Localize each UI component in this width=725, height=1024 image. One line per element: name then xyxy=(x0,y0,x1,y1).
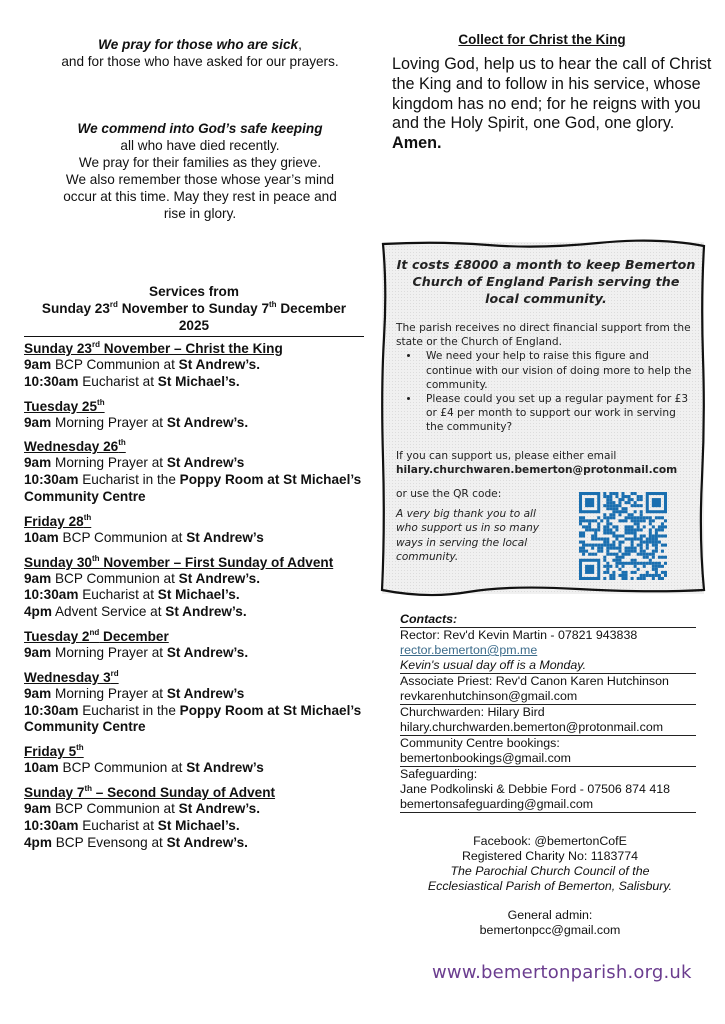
prayer-sick-heading: We pray for those who are sick xyxy=(98,37,299,52)
service-item xyxy=(24,472,364,506)
service-day xyxy=(24,513,364,547)
service-place: St Michael’s. xyxy=(157,817,240,833)
bookings-label: Community Centre bookings: xyxy=(400,736,560,750)
donation-bullet: • We need your help to raise this figure and continue with our vision of doing more to help the community. xyxy=(420,349,696,392)
day-heading-sup: th xyxy=(76,743,84,753)
website-link[interactable]: www.bemertonparish.org.uk xyxy=(432,962,692,983)
contact-rector xyxy=(400,627,696,673)
prayer-sick-comma: , xyxy=(298,37,302,52)
service-day xyxy=(24,628,364,662)
services-title xyxy=(24,283,364,334)
service-item xyxy=(24,415,364,432)
donation-bullets xyxy=(396,349,696,434)
service-desc: BCP Communion at xyxy=(58,529,187,545)
title-part: November to Sunday 7 xyxy=(117,301,269,316)
service-place: St Andrew’s. xyxy=(166,644,249,660)
service-item xyxy=(24,686,364,703)
donation-box xyxy=(382,242,704,594)
associate-name: Associate Priest: Rev'd Canon Karen Hutchinson xyxy=(400,674,669,688)
service-desc: Eucharist at xyxy=(78,587,158,603)
collect-title: Collect for Christ the King xyxy=(458,32,626,47)
service-time: 9am xyxy=(24,357,52,372)
day-heading-text: Tuesday 25 xyxy=(24,398,98,414)
service-desc: BCP Communion at xyxy=(51,570,179,586)
service-time: 9am xyxy=(24,455,52,471)
service-place: St Michael’s. xyxy=(157,373,240,389)
service-item xyxy=(24,760,364,777)
service-day xyxy=(24,438,364,505)
service-time: 9am xyxy=(24,800,52,816)
service-day-heading xyxy=(24,438,364,455)
service-desc: Eucharist in the xyxy=(78,472,180,488)
service-place: Poppy Room at St Michael’s Community Centre xyxy=(24,472,362,504)
service-time: 4pm xyxy=(24,604,52,620)
service-place: Poppy Room at St Michael’s Community Centre xyxy=(24,702,362,735)
associate-email: revkarenhutchinson@gmail.com xyxy=(400,689,578,703)
prayers-section xyxy=(30,36,370,222)
churchwarden-email: hilary.churchwarden.bemerton@protonmail.com xyxy=(400,720,664,734)
day-heading-text: Friday 28 xyxy=(24,513,84,529)
prayer-commend-line: all who have died recently. xyxy=(120,138,280,153)
prayer-commend-line: We pray for their families as they grieve. xyxy=(78,155,322,170)
service-item xyxy=(24,587,364,604)
qr-code-icon[interactable] xyxy=(579,492,667,580)
service-day-heading xyxy=(24,340,364,357)
day-heading-tail: November – First Sunday of Advent xyxy=(99,554,334,570)
rector-email-link[interactable]: rector.bemerton@pm.me xyxy=(400,643,538,657)
safeguarding-label: Safeguarding: xyxy=(400,767,478,781)
service-place: St Andrew’s. xyxy=(166,834,248,850)
service-desc: BCP Communion at xyxy=(51,800,179,816)
service-time: 9am xyxy=(24,570,52,586)
bookings-email: bemertonbookings@gmail.com xyxy=(400,751,571,765)
day-heading-sup: th xyxy=(118,438,126,448)
safeguarding-email: bemertonsafeguarding@gmail.com xyxy=(400,797,594,811)
prayer-commend-heading: We commend into God’s safe keeping xyxy=(77,121,323,136)
title-part: Sunday 23 xyxy=(41,301,110,316)
day-heading-tail: – Second Sunday of Advent xyxy=(92,784,276,800)
title-sup: th xyxy=(269,300,277,309)
service-day xyxy=(24,669,364,736)
collect-section xyxy=(392,32,712,153)
service-item xyxy=(24,645,364,662)
day-heading-text: Tuesday 2 xyxy=(24,628,90,644)
day-heading-sup: rd xyxy=(110,668,119,678)
service-time: 9am xyxy=(24,644,52,660)
pcc-line: The Parochial Church Council of the xyxy=(450,864,650,878)
prayer-commend-line: We also remember those whose year’s mind xyxy=(65,172,335,187)
service-place: St Andrew’s xyxy=(166,685,245,701)
service-place: St Andrew’s. xyxy=(178,570,260,586)
prayer-commend-line: occur at this time. May they rest in peace and xyxy=(63,189,337,204)
service-item xyxy=(24,571,364,588)
service-desc: Advent Service at xyxy=(51,604,166,620)
day-heading-tail: December xyxy=(99,628,169,644)
prayer-sick-line: and for those who have asked for our prayers. xyxy=(61,54,339,69)
day-heading-text: Sunday 30 xyxy=(24,554,92,570)
contacts-heading: Contacts: xyxy=(400,612,458,626)
service-item xyxy=(24,801,364,818)
service-day xyxy=(24,554,364,621)
service-day-heading xyxy=(24,628,364,645)
day-heading-sup: rd xyxy=(92,340,100,349)
service-time: 9am xyxy=(24,414,52,430)
services-divider xyxy=(24,336,364,337)
service-item xyxy=(24,818,364,835)
donation-thanks: A very big thank you to all who support us in so many ways in serving the local community. xyxy=(396,508,540,563)
service-day-heading xyxy=(24,554,364,571)
service-desc: Eucharist at xyxy=(78,373,158,389)
day-heading-sup: th xyxy=(83,512,92,522)
service-day xyxy=(24,784,364,851)
charity-number: Registered Charity No: 1183774 xyxy=(461,849,639,863)
day-heading-text: Wednesday 26 xyxy=(24,439,119,455)
day-heading-sup: th xyxy=(97,397,105,407)
donation-email[interactable]: hilary.churchwaren.bemerton@protonmail.com xyxy=(396,463,678,476)
safeguarding-names: Jane Podkolinski & Debbie Ford - 07506 874 418 xyxy=(400,782,671,796)
rector-name: Rector: Rev'd Kevin Martin - 07821 943838 xyxy=(400,628,638,642)
service-desc: Eucharist in the xyxy=(78,702,180,718)
service-time: 10am xyxy=(24,760,59,776)
churchwarden-name: Churchwarden: Hilary Bird xyxy=(400,705,545,719)
service-day xyxy=(24,743,364,777)
service-item xyxy=(24,530,364,547)
service-time: 10:30am xyxy=(24,472,79,488)
service-place: St Andrew’s. xyxy=(178,800,260,816)
service-day-heading xyxy=(24,398,364,415)
facebook-handle: Facebook: @bemertonCofE xyxy=(473,834,627,848)
service-desc: Morning Prayer at xyxy=(51,414,167,430)
service-place: St Andrew’s xyxy=(186,529,264,545)
service-desc: BCP Evensong at xyxy=(51,834,167,850)
service-item xyxy=(24,374,364,391)
service-item xyxy=(24,835,364,852)
day-heading-sup: nd xyxy=(89,627,100,637)
service-day-heading xyxy=(24,669,364,686)
day-heading-sup: th xyxy=(92,553,100,563)
service-item xyxy=(24,357,364,374)
admin-email: bemertonpcc@gmail.com xyxy=(479,923,621,937)
contact-bookings xyxy=(400,735,696,766)
service-time: 4pm xyxy=(24,834,52,850)
services-title-line1: Services from xyxy=(149,284,239,299)
title-sup: rd xyxy=(109,300,118,309)
rector-note: Kevin's usual day off is a Monday. xyxy=(400,658,587,672)
donation-headline: It costs £8000 a month to keep Bemerton Church of England Parish serving the local community. xyxy=(396,257,696,306)
services-title-year: 2025 xyxy=(178,318,210,333)
day-heading-text: Sunday 7 xyxy=(24,784,85,800)
service-time: 10am xyxy=(24,529,59,545)
prayer-sick xyxy=(30,36,370,53)
services-list xyxy=(24,340,364,851)
service-desc: Morning Prayer at xyxy=(51,455,167,471)
contact-safeguarding xyxy=(400,766,696,813)
service-item xyxy=(24,455,364,472)
services-section xyxy=(24,283,364,858)
service-desc: Eucharist at xyxy=(78,817,158,833)
service-day xyxy=(24,340,364,391)
services-title-line2 xyxy=(24,300,364,317)
donation-qr-text: or use the QR code: xyxy=(396,488,502,501)
service-place: St Andrew’s xyxy=(186,760,264,776)
service-time: 10:30am xyxy=(24,373,79,389)
service-place: St Andrew’s. xyxy=(165,604,247,620)
service-time: 10:30am xyxy=(24,702,79,718)
service-day-heading xyxy=(24,743,364,760)
service-time: 10:30am xyxy=(24,587,79,603)
title-part: December xyxy=(276,301,347,316)
service-desc: BCP Communion at xyxy=(58,760,187,776)
service-item xyxy=(24,604,364,621)
prayer-commend-line: rise in glory. xyxy=(163,206,237,221)
service-place: St Andrew’s. xyxy=(178,357,260,372)
admin-label: General admin: xyxy=(507,908,593,922)
service-time: 9am xyxy=(24,685,52,701)
service-day-heading xyxy=(24,784,364,801)
donation-bullet: • Please could you set up a regular payment for £3 or £4 per month to support our work in serving the community? xyxy=(420,392,696,435)
day-heading-text: Wednesday 3 xyxy=(24,669,111,685)
service-place: St Andrew’s xyxy=(166,455,245,471)
service-day xyxy=(24,398,364,432)
day-heading-tail: November – Christ the King xyxy=(100,341,283,356)
contacts-section xyxy=(400,612,696,813)
day-heading-sup: th xyxy=(84,783,92,793)
service-desc: Morning Prayer at xyxy=(51,644,167,660)
service-desc: BCP Communion at xyxy=(51,357,179,372)
footer-section xyxy=(400,834,700,938)
service-place: St Michael’s. xyxy=(157,587,240,603)
contact-churchwarden xyxy=(400,704,696,735)
donation-intro: The parish receives no direct financial support from the state or the Church of England. xyxy=(396,322,691,349)
pcc-line: Ecclesiastical Parish of Bemerton, Salisbury. xyxy=(427,879,673,893)
collect-amen: Amen. xyxy=(392,134,442,153)
collect-text: Loving God, help us to hear the call of Christ the King and to follow in his service, whose kingdom has no end; for he reigns with you and the Holy Spirit, one God, one glory. xyxy=(392,55,712,133)
day-heading-text: Friday 5 xyxy=(24,744,77,760)
day-heading-text: Sunday 23 xyxy=(24,341,92,356)
service-time: 10:30am xyxy=(24,817,79,833)
contact-associate xyxy=(400,673,696,704)
service-desc: Morning Prayer at xyxy=(51,685,167,701)
service-place: St Andrew’s. xyxy=(166,414,249,430)
donation-support-text: If you can support us, please either email xyxy=(396,449,617,462)
service-item xyxy=(24,703,364,737)
service-day-heading xyxy=(24,513,364,530)
